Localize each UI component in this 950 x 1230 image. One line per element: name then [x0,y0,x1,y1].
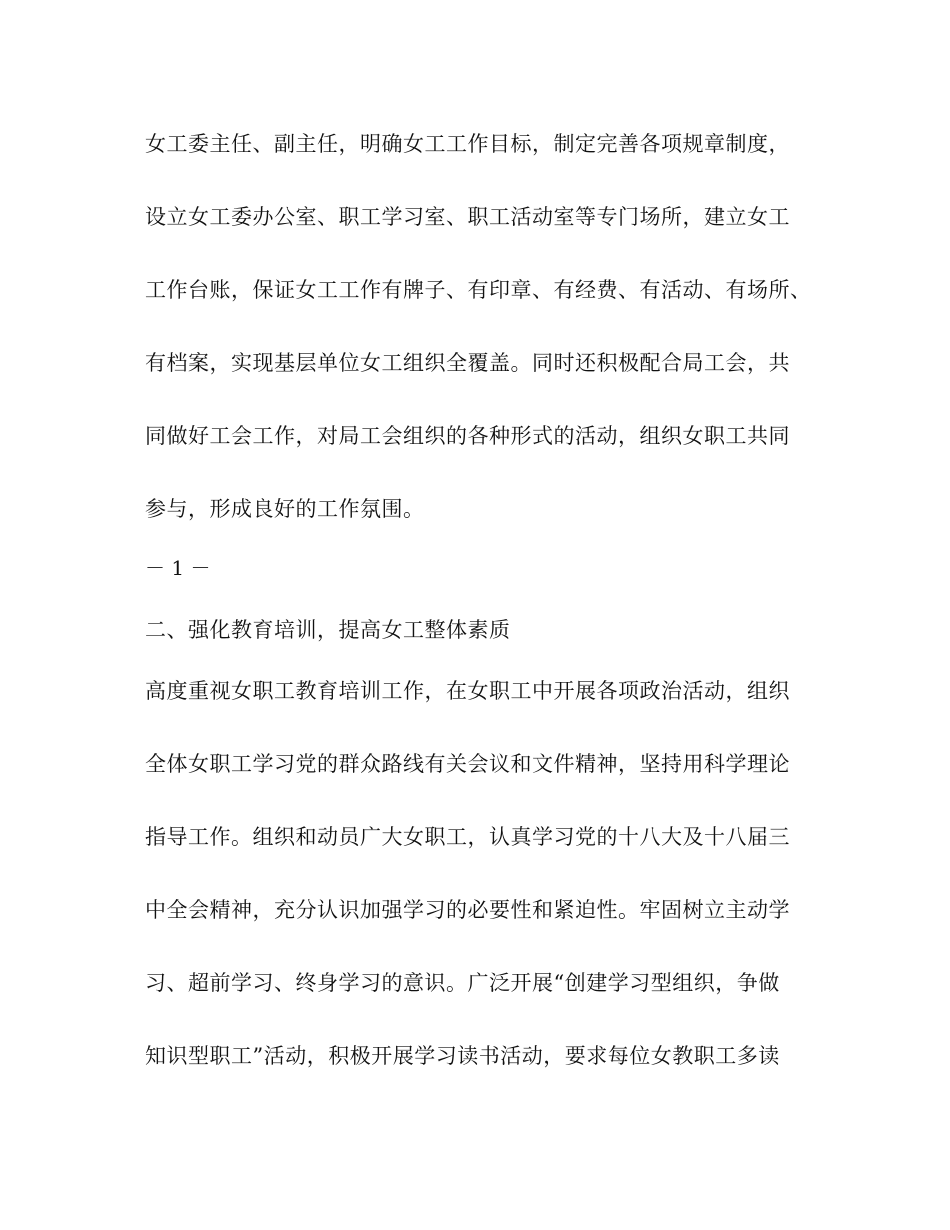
section-2-line-1: 高度重视女职工教育培训工作，在女职工中开展各项政治活动，组织 [145,679,790,703]
section-2-line-6: 知识型职工”活动，积极开展学习读书活动，要求每位女教职工多读 [145,1044,780,1068]
page-number: － 1 － [145,556,211,580]
paragraph-1-line-3: 工作台账，保证女工工作有牌子、有印章、有经费、有活动、有场所、 [145,278,812,302]
section-2-line-2: 全体女职工学习党的群众路线有关会议和文件精神，坚持用科学理论 [145,752,790,776]
paragraph-1-line-2: 设立女工委办公室、职工学习室、职工活动室等专门场所，建立女工 [145,205,790,229]
section-2-line-5: 习、超前学习、终身学习的意识。广泛开展“创建学习型组织，争做 [145,971,780,995]
section-2-heading: 二、强化教育培训，提高女工整体素质 [145,618,511,642]
paragraph-1-line-5: 同做好工会工作，对局工会组织的各种形式的活动，组织女职工共同 [145,424,790,448]
paragraph-1-line-1: 女工委主任、副主任，明确女工工作目标，制定完善各项规章制度， [145,132,790,156]
paragraph-1-line-6: 参与，形成良好的工作氛围。 [145,497,425,521]
section-2-line-3: 指导工作。组织和动员广大女职工，认真学习党的十八大及十八届三 [145,825,790,849]
section-2-line-4: 中全会精神，充分认识加强学习的必要性和紧迫性。牢固树立主动学 [145,898,790,922]
paragraph-1-line-4: 有档案，实现基层单位女工组织全覆盖。同时还积极配合局工会，共 [145,351,790,375]
